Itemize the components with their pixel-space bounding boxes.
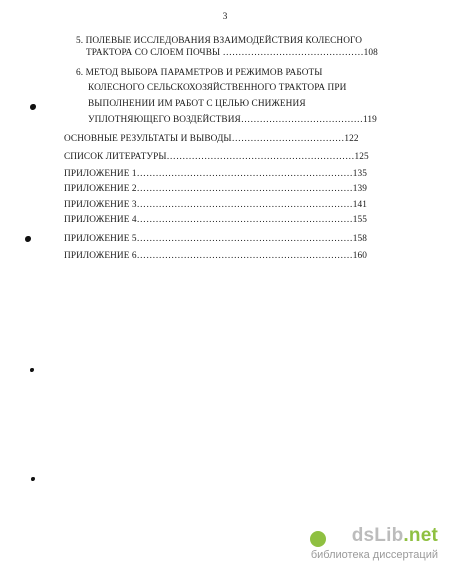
watermark-brand: dsLib.net [351,525,438,546]
page-number: 3 [222,12,228,22]
dslib-logo-icon [310,531,326,547]
toc-line: ПРИЛОЖЕНИЕ 6……………………………………………………………160 [64,251,368,261]
toc-line: ВЫПОЛНЕНИИ ИМ РАБОТ С ЦЕЛЬЮ СНИЖЕНИЯ [88,99,306,109]
toc-line: ПРИЛОЖЕНИЕ 1……………………………………………………………135 [64,169,368,179]
toc-line: ПРИЛОЖЕНИЕ 4……………………………………………………………155 [64,215,368,225]
watermark [248,525,438,567]
toc-line: ПРИЛОЖЕНИЕ 3……………………………………………………………141 [64,200,368,210]
toc-line: КОЛЕСНОГО СЕЛЬСКОХОЗЯЙСТВЕННОГО ТРАКТОРА ПРИ [88,83,347,93]
toc-line: ОСНОВНЫЕ РЕЗУЛЬТАТЫ И ВЫВОДЫ………………………………122 [64,134,359,144]
toc-line: ПРИЛОЖЕНИЕ 5……………………………………………………………158 [64,234,368,244]
toc-line: 5. ПОЛЕВЫЕ ИССЛЕДОВАНИЯ ВЗАИМОДЕЙСТВИЯ КОЛЕСНОГО [76,36,363,46]
toc-line: УПЛОТНЯЮЩЕГО ВОЗДЕЙСТВИЯ…………………………………119 [88,115,377,125]
watermark-tagline: библиотека диссертаций [310,549,438,561]
toc-line: ПРИЛОЖЕНИЕ 2……………………………………………………………139 [64,184,368,194]
toc-line: 6. МЕТОД ВЫБОРА ПАРАМЕТРОВ И РЕЖИМОВ РАБОТЫ [76,68,323,78]
toc-line: СПИСОК ЛИТЕРАТУРЫ……………………………………………………125 [64,152,369,162]
toc-line: ТРАКТОРА СО СЛОЕМ ПОЧВЫ ………………………………………108 [86,48,378,58]
